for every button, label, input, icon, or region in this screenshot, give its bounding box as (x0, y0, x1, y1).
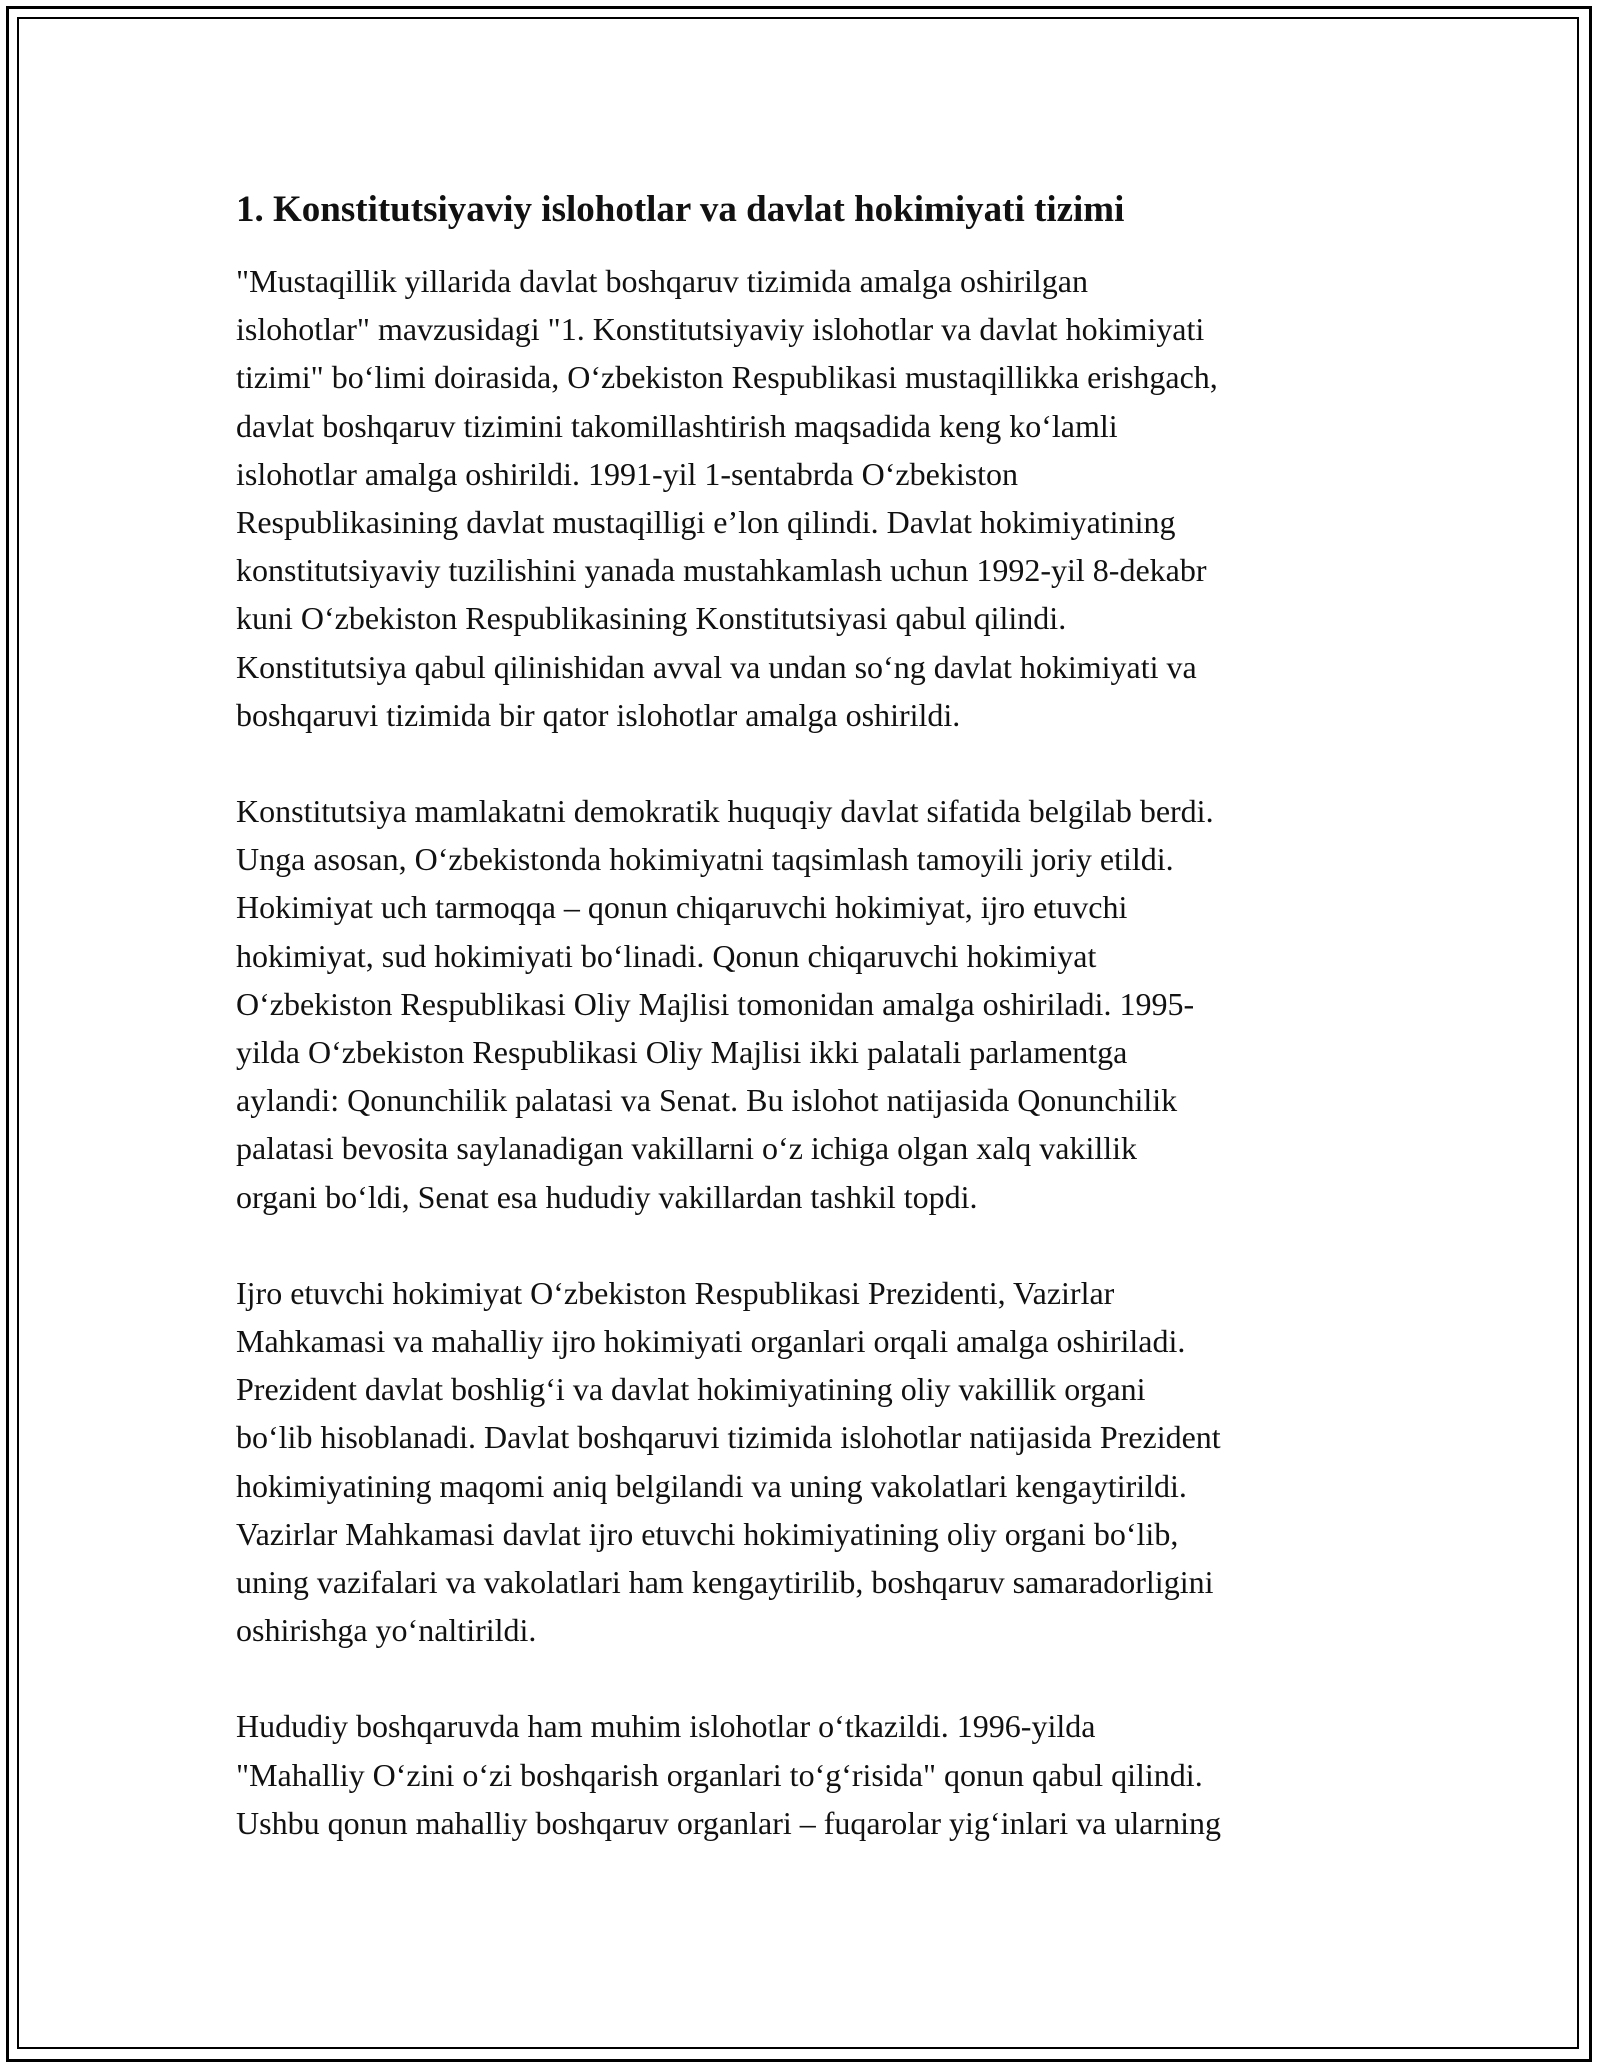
text-line: "Mahalliy O‘zini o‘zi boshqarish organlari to‘g‘risida" qonun qabul qilindi. (236, 1756, 1203, 1793)
text-line: "Mustaqillik yillarida davlat boshqaruv tizimida amalga oshirilgan (236, 263, 1088, 299)
paragraph-list (236, 257, 1396, 1847)
text-line: yilda O‘zbekiston Respublikasi Oliy Majlisi ikki palatali parlamentga (236, 1034, 1128, 1071)
text-line: Ijro etuvchi hokimiyat O‘zbekiston Respublikasi Prezidenti, Vazirlar (236, 1274, 1115, 1311)
text-line: Ushbu qonun mahalliy boshqaruv organlari – fuqarolar yig‘inlari va ularning (236, 1804, 1221, 1841)
text-line: O‘zbekiston Respublikasi Oliy Majlisi tomonidan amalga oshiriladi. 1995- (236, 985, 1195, 1022)
text-line: hokimiyatining maqomi aniq belgilandi va uning vakolatlari kengaytirildi. (236, 1467, 1187, 1504)
text-line: Konstitutsiya qabul qilinishidan avval va undan so‘ng davlat hokimiyati va (236, 648, 1197, 685)
section-title: 1. Konstitutsiyaviy islohotlar va davlat hokimiyati tizimi (236, 189, 1125, 230)
text-line: palatasi bevosita saylanadigan vakillarni o‘z ichiga olgan xalq vakillik (236, 1130, 1138, 1167)
body-paragraph (236, 787, 1396, 1221)
text-line: Vazirlar Mahkamasi davlat ijro etuvchi hokimiyatining oliy organi bo‘lib, (236, 1515, 1179, 1552)
text-line: Hokimiyat uch tarmoqqa – qonun chiqaruvchi hokimiyat, ijro etuvchi (236, 889, 1128, 926)
text-line: islohotlar amalga oshirildi. 1991-yil 1-sentabrda O‘zbekiston (236, 455, 1019, 492)
text-line: Prezident davlat boshlig‘i va davlat hokimiyatining oliy vakillik organi (236, 1371, 1146, 1408)
text-line: oshirishga yo‘naltirildi. (236, 1612, 537, 1649)
body-paragraph (236, 257, 1396, 739)
text-line: Konstitutsiya mamlakatni demokratik huquqiy davlat sifatida belgilab berdi. (236, 793, 1214, 830)
text-line: bo‘lib hisoblanadi. Davlat boshqaruvi tizimida islohotlar natijasida Prezident (236, 1419, 1221, 1456)
text-line: boshqaruvi tizimida bir qator islohotlar amalga oshirildi. (236, 696, 961, 733)
text-line: konstitutsiyaviy tuzilishini yanada mustahkamlash uchun 1992-yil 8-dekabr (236, 552, 1207, 589)
text-line: Respublikasining davlat mustaqilligi e’lon qilindi. Davlat hokimiyatining (236, 504, 1176, 541)
text-line: islohotlar" mavzusidagi "1. Konstitutsiyaviy islohotlar va davlat hokimiyati (236, 311, 1205, 348)
text-line: Hududiy boshqaruvda ham muhim islohotlar o‘tkazildi. 1996-yilda (236, 1708, 1096, 1745)
text-line: uning vazifalari va vakolatlari ham kengaytirilib, boshqaruv samaradorligini (236, 1564, 1214, 1601)
body-paragraph (236, 1269, 1396, 1655)
text-line: aylandi: Qonunchilik palatasi va Senat. Bu islohot natijasida Qonunchilik (236, 1082, 1178, 1119)
text-line: davlat boshqaruv tizimini takomillashtirish maqsadida keng ko‘lamli (236, 407, 1118, 444)
text-line: kuni O‘zbekiston Respublikasining Konstitutsiyasi qabul qilindi. (236, 600, 1067, 637)
body-paragraph (236, 1702, 1396, 1847)
text-line: tizimi" bo‘limi doirasida, O‘zbekiston Respublikasi mustaqillikka erishgach, (236, 359, 1218, 396)
text-line: hokimiyat, sud hokimiyati bo‘linadi. Qonun chiqaruvchi hokimiyat (236, 937, 1097, 974)
text-line: Unga asosan, O‘zbekistonda hokimiyatni taqsimlash tamoyili joriy etildi. (236, 841, 1174, 878)
text-line: Mahkamasi va mahalliy ijro hokimiyati organlari orqali amalga oshiriladi. (236, 1323, 1186, 1360)
document-body (236, 188, 1396, 1895)
text-line: organi bo‘ldi, Senat esa hududiy vakillardan tashkil topdi. (236, 1178, 978, 1215)
